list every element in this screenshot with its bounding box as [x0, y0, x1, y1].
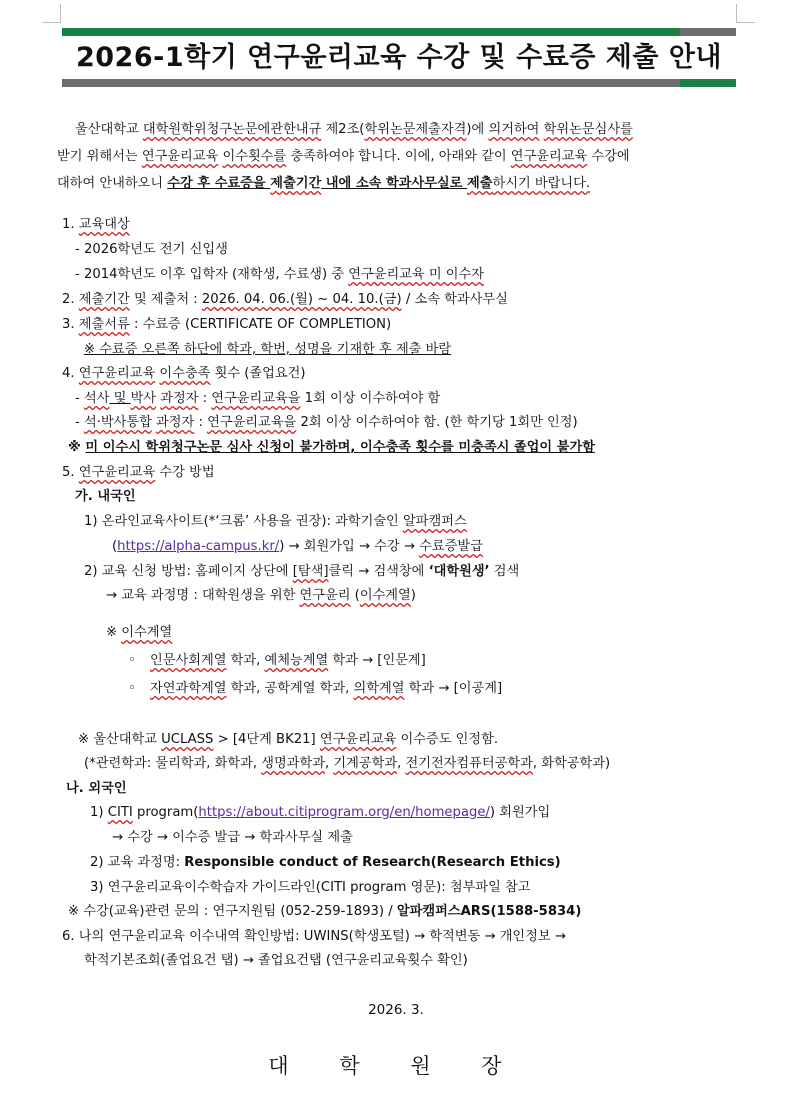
- item-text: -: [75, 415, 84, 430]
- step-text: [탐색]: [292, 564, 329, 579]
- section-text: 횟수 (졸업요건): [210, 366, 306, 381]
- warning-text: 미 이수시 학위청구논문 심사 신청이 불가하며, 이수충족 횟수를 미충족시 졸업이 불가함: [85, 440, 595, 455]
- section-number: 1.: [62, 217, 79, 232]
- series-item-science: [128, 679, 502, 699]
- step-text: (: [112, 539, 118, 554]
- section-number: 5.: [62, 465, 79, 480]
- submission-period: 2026. 04. 06.(월) ~ 04. 10.(금): [201, 292, 402, 307]
- title-bar-bottom-green: [680, 79, 736, 87]
- step-text: 2) 교육 신청 방법: 홈페이지 상단에: [84, 564, 293, 579]
- section-number: 2.: [62, 292, 79, 307]
- note-text: (*관련학과: 물리학과, 화학과,: [84, 756, 262, 771]
- series-text: 의학계열: [353, 681, 405, 696]
- section-text: : 수료증 (CERTIFICATE OF COMPLETION): [129, 317, 392, 332]
- step-text: 연구윤리: [299, 588, 351, 603]
- intro-text: 의거하여: [488, 122, 540, 137]
- series-item-humanities: [128, 651, 426, 671]
- uclass-note: [78, 730, 498, 750]
- item-text: - 2014학년도 이후 입학자 (재학생, 수료생) 중: [75, 267, 349, 282]
- intro-text: 이수횟수를: [222, 149, 287, 164]
- section-4-warning: [68, 438, 595, 458]
- item-text: 연구윤리교육을: [207, 415, 297, 430]
- domestic-heading: 가. 내국인: [75, 489, 136, 504]
- domestic-step-1-cont: [112, 537, 483, 557]
- item-text: 연구윤리교육 미 이수자: [348, 267, 485, 282]
- step-text: (: [350, 588, 360, 603]
- series-text: 학과 → [이공계]: [404, 681, 503, 696]
- item-text: -: [75, 391, 84, 406]
- intro-text: 학위논문심사를: [543, 122, 633, 137]
- page-corner-mark-left: [42, 4, 61, 23]
- item-text: 과정자: [160, 391, 199, 406]
- intro-text: 대하여 안내하오니: [57, 176, 168, 191]
- section-title: 이수충족: [159, 366, 211, 381]
- intro-text: 받기 위해서는: [57, 149, 142, 164]
- bullet-icon: ◦: [128, 681, 136, 696]
- section-title: 연구윤리교육: [78, 465, 156, 480]
- title-bar-bottom-gray: [62, 79, 680, 87]
- item-text: 1회 이상 이수하여야 함: [300, 391, 441, 406]
- intro-text: )에: [466, 122, 489, 137]
- note-text: UCLASS: [161, 732, 214, 747]
- bullet-icon: ◦: [128, 653, 136, 668]
- step-text: → 교육 과정명 : 대학원생을 위한: [106, 588, 300, 603]
- note-text: ,: [397, 756, 406, 771]
- section-4-item-integrated: [75, 413, 578, 433]
- intro-emphasis: 제출기간: [270, 176, 322, 191]
- item-text: 박사: [130, 391, 157, 406]
- step-text: 1) 온라인교육사이트(*‘크롬’ 사용을 권장): 과학기술인: [84, 514, 403, 529]
- domestic-step-1: [84, 512, 467, 532]
- inquiry-text: ※ 수강(교육)관련 문의 : 연구지원팀 (052-259-1893) /: [68, 904, 397, 919]
- page-corner-mark-right: [736, 4, 755, 23]
- intro-text: 제2조(: [321, 122, 365, 137]
- series-title: 이수계열: [121, 625, 173, 640]
- step-text: program(: [132, 805, 199, 820]
- signature: 대 학 원 장: [268, 1054, 524, 1078]
- step-text: ): [410, 588, 416, 603]
- intro-paragraph: [57, 116, 737, 197]
- series-text: 학과 → [인문계]: [328, 653, 426, 668]
- domestic-step-2: [84, 562, 519, 582]
- note-text: 연구윤리교육: [319, 732, 397, 747]
- intro-text: 학위논문제출자격: [364, 122, 467, 137]
- section-3-note: ※ 수료증 오른쪽 하단에 학과, 학번, 성명을 기재한 후 제출 바람: [84, 342, 452, 357]
- item-text: 석사: [83, 391, 110, 406]
- domestic-step-2-cont: [106, 586, 416, 606]
- note-text: ,: [324, 756, 334, 771]
- section-number: 4.: [62, 366, 79, 381]
- series-text: 예체능계열: [264, 653, 329, 668]
- item-text: :: [194, 415, 208, 430]
- intro-text: 대학원학위청구논문에관한내규: [142, 122, 322, 137]
- section-title: 연구윤리교육: [78, 366, 156, 381]
- foreign-step-2: [90, 853, 561, 873]
- section-6-line-2: 학적기본조회(졸업요건 탭) → 졸업요건탭 (연구윤리교육횟수 확인): [84, 953, 468, 968]
- section-text: 및 제출처 :: [129, 292, 202, 307]
- step-text: 클릭 → 검색창에: [328, 564, 429, 579]
- item-text: 석·박사통합: [83, 415, 152, 430]
- series-heading: [106, 623, 172, 643]
- note-mark: ※: [106, 625, 122, 640]
- foreign-step-1-cont: → 수강 → 이수증 발급 → 학과사무실 제출: [112, 830, 353, 845]
- intro-emphasis: 제출: [466, 176, 493, 191]
- note-text: 기계공학과: [333, 756, 398, 771]
- step-text: 1): [90, 805, 108, 820]
- section-1-item-b: [75, 265, 484, 285]
- step-text: 알파캠퍼스: [403, 514, 467, 529]
- section-number: 3.: [62, 317, 79, 332]
- foreign-heading: 나. 외국인: [66, 781, 127, 796]
- step-text: 수료증발급: [419, 539, 483, 554]
- inquiry-note: [68, 902, 581, 922]
- item-text: 2회 이상 이수하여야 함. (한 학기당 1회만 인정): [296, 415, 578, 430]
- step-text: ) → 회원가입 → 수강 →: [279, 539, 420, 554]
- intro-text: 연구윤리교육: [141, 149, 219, 164]
- section-text: / 소속 학과사무실: [401, 292, 508, 307]
- section-4-heading: [62, 364, 306, 384]
- item-text: 연구윤리교육을: [211, 391, 301, 406]
- item-text: 및: [109, 391, 131, 406]
- title-bar-top-green: [62, 28, 680, 36]
- step-text: 검색: [489, 564, 520, 579]
- section-1-heading: [62, 215, 130, 235]
- foreign-step-1: [90, 803, 550, 823]
- note-text: > [4단계 BK21]: [213, 732, 320, 747]
- item-text: 과정자: [156, 415, 195, 430]
- document-date: 2026. 3.: [368, 1002, 424, 1018]
- intro-text: 수강에: [587, 149, 630, 164]
- document-title: 2026-1학기 연구윤리교육 수강 및 수료증 제출 안내: [75, 42, 722, 73]
- note-text: 이수증도 인정함.: [396, 732, 499, 747]
- section-1-item-a: - 2026학년도 전기 신입생: [75, 242, 228, 257]
- step-text: 이수계열: [359, 588, 411, 603]
- intro-text: 울산대학교: [75, 122, 143, 137]
- section-title: 제출서류: [78, 317, 130, 332]
- warning-mark: ※: [68, 440, 86, 455]
- step-text: CITI: [107, 805, 133, 820]
- section-text: 수강 방법: [155, 465, 215, 480]
- inquiry-text: 알파캠퍼스ARS(1588-5834): [396, 904, 582, 919]
- item-text: :: [198, 391, 212, 406]
- section-2-heading: [62, 290, 508, 310]
- step-text: ‘대학원생’: [428, 564, 490, 579]
- title-bar-top-gray: [680, 28, 736, 36]
- step-text: 2) 교육 과정명:: [90, 855, 185, 870]
- section-6-line-1: 6. 나의 연구윤리교육 이수내역 확인방법: UWINS(학생포털) → 학적변동 → 개인정보 →: [62, 929, 566, 944]
- series-text: 학과, 공학계열 학과,: [226, 681, 354, 696]
- section-4-item-masters: [75, 389, 440, 409]
- course-name: Responsible conduct of Research(Research Ethics): [184, 855, 561, 870]
- section-3-heading: [62, 315, 391, 335]
- note-text: 생명과학과: [261, 756, 325, 771]
- intro-text: 충족하여야 합니다. 이에, 아래와 같이: [286, 149, 511, 164]
- section-title: 교육대상: [78, 217, 130, 232]
- note-text: ※ 울산대학교: [78, 732, 162, 747]
- intro-emphasis: 내에 소속 학과사무실로: [321, 176, 467, 191]
- related-departments: [84, 754, 610, 774]
- section-5-heading: [62, 463, 215, 483]
- section-title: 제출기간: [78, 292, 130, 307]
- series-text: 자연과학계열: [150, 681, 227, 696]
- note-text: 전기전자컴퓨터공학과: [405, 756, 533, 771]
- foreign-step-3: 3) 연구윤리교육이수학습자 가이드라인(CITI program 영문): 첨부파일 참고: [90, 880, 531, 895]
- intro-text: 연구윤리교육: [510, 149, 588, 164]
- note-text: , 화학공학과): [532, 756, 611, 771]
- citi-program-link[interactable]: https://about.citiprogram.org/en/homepage/: [198, 805, 490, 820]
- step-text: ) 회원가입: [489, 805, 551, 820]
- intro-text: 하시기 바랍니다.: [492, 176, 591, 191]
- series-text: 인문사회계열: [150, 653, 227, 668]
- alpha-campus-link[interactable]: https://alpha-campus.kr/: [117, 539, 280, 554]
- intro-emphasis: 수강 후 수료증을: [167, 176, 271, 191]
- series-text: 학과,: [226, 653, 265, 668]
